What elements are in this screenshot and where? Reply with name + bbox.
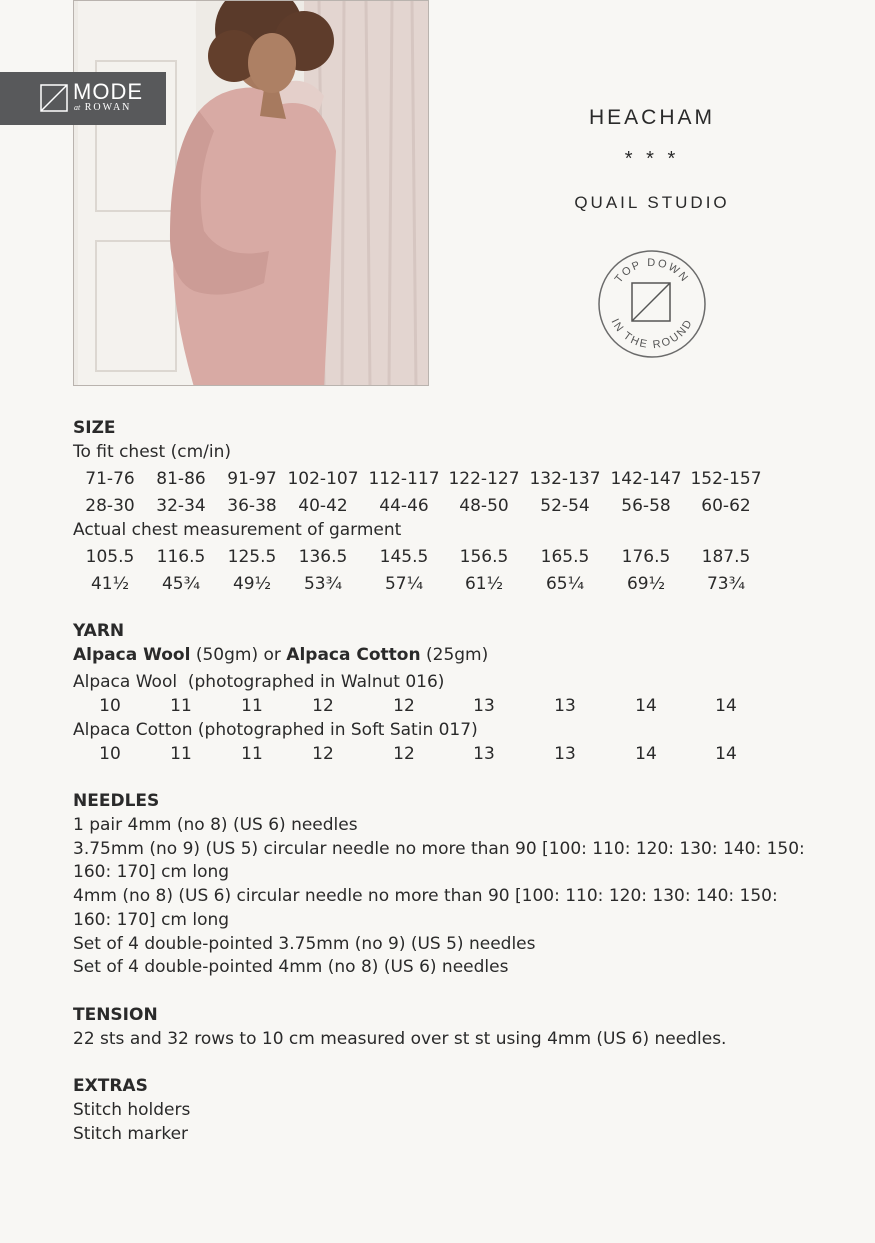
needles-heading: NEEDLES (73, 791, 160, 811)
extras-heading: EXTRAS (73, 1076, 148, 1096)
pattern-title: HEACHAM (588, 106, 715, 129)
table-cell: 52-54 (540, 496, 590, 516)
table-cell: 56-58 (621, 496, 671, 516)
table-cell: 122-127 (448, 469, 520, 489)
logo-mode-text: MODE (73, 79, 143, 104)
size-heading: SIZE (73, 418, 116, 438)
designer-name: QUAIL STUDIO (574, 193, 730, 212)
table-cell: 187.5 (701, 547, 751, 567)
actual-in-row (73, 572, 773, 596)
needles-line: Set of 4 double-pointed 4mm (no 8) (US 6) needles (73, 957, 509, 977)
table-cell: 12 (312, 744, 334, 764)
tension-text: 22 sts and 32 rows to 10 cm measured over st st using 4mm (US 6) needles. (73, 1029, 727, 1049)
table-cell: 57¼ (384, 574, 424, 594)
title-separator: * * * (624, 148, 680, 170)
table-cell: 71-76 (85, 469, 135, 489)
needles-line: Set of 4 double-pointed 3.75mm (no 9) (US 5) needles (73, 934, 536, 954)
logo-rowan-text: at ROWAN (74, 102, 132, 113)
tension-heading: TENSION (73, 1005, 158, 1025)
table-cell: 53¾ (303, 574, 343, 594)
actual-cm-row (73, 545, 773, 569)
table-cell: 13 (554, 696, 576, 716)
badge-top-text: TOP DOWN (612, 256, 692, 286)
table-cell: 102-107 (287, 469, 359, 489)
table-cell: 12 (312, 696, 334, 716)
needles-line: 4mm (no 8) (US 6) circular needle no more than 90 [100: 110: 120: 130: 140: 150: (73, 886, 778, 906)
extras-item: Stitch holders (73, 1100, 191, 1120)
table-cell: 44-46 (379, 496, 429, 516)
table-cell: 40-42 (298, 496, 348, 516)
table-cell: 13 (473, 696, 495, 716)
svg-text:IN THE ROUND (609, 317, 696, 352)
table-cell: 11 (241, 696, 263, 716)
table-cell: 125.5 (227, 547, 277, 567)
fit-in-row (73, 494, 773, 518)
table-cell: 28-30 (85, 496, 135, 516)
table-cell: 81-86 (156, 469, 206, 489)
wool-counts-row (73, 694, 773, 718)
needles-line: 160: 170] cm long (73, 862, 230, 882)
table-cell: 142-147 (610, 469, 682, 489)
table-cell: 136.5 (298, 547, 348, 567)
cotton-label: Alpaca Cotton (photographed in Soft Satin 017) (73, 720, 478, 740)
table-cell: 48-50 (459, 496, 509, 516)
cotton-counts-row (73, 742, 773, 766)
table-cell: 14 (635, 744, 657, 764)
needles-line: 3.75mm (no 9) (US 5) circular needle no more than 90 [100: 110: 120: 130: 140: 150: (73, 839, 805, 859)
yarn-choice: Alpaca Wool (50gm) or Alpaca Cotton (25gm) (73, 645, 489, 665)
table-cell: 14 (715, 744, 737, 764)
table-cell: 11 (170, 744, 192, 764)
table-cell: 41½ (90, 574, 130, 594)
fit-cm-row (73, 467, 773, 491)
wool-label: Alpaca Wool (photographed in Walnut 016) (73, 672, 445, 692)
table-cell: 11 (241, 744, 263, 764)
table-cell: 145.5 (379, 547, 429, 567)
needles-line: 160: 170] cm long (73, 910, 230, 930)
actual-chest-label: Actual chest measurement of garment (73, 520, 402, 540)
table-cell: 14 (715, 696, 737, 716)
svg-text:TOP DOWN (613, 257, 691, 285)
badge-bottom-text: IN THE ROUND (608, 316, 696, 352)
table-cell: 65¼ (545, 574, 585, 594)
badge-square-icon (632, 283, 670, 321)
table-cell: 13 (473, 744, 495, 764)
table-cell: 45¾ (161, 574, 201, 594)
top-down-in-the-round-badge (596, 248, 708, 360)
table-cell: 10 (99, 744, 121, 764)
table-cell: 165.5 (540, 547, 590, 567)
logo-square-icon (40, 84, 68, 112)
needles-line: 1 pair 4mm (no 8) (US 6) needles (73, 815, 358, 835)
table-cell: 112-117 (368, 469, 440, 489)
fit-chest-label: To fit chest (cm/in) (73, 442, 231, 462)
table-cell: 73¾ (706, 574, 746, 594)
table-cell: 152-157 (690, 469, 762, 489)
table-cell: 12 (393, 744, 415, 764)
table-cell: 11 (170, 696, 192, 716)
table-cell: 176.5 (621, 547, 671, 567)
table-cell: 32-34 (156, 496, 206, 516)
extras-item: Stitch marker (73, 1124, 189, 1144)
table-cell: 61½ (464, 574, 504, 594)
table-cell: 105.5 (85, 547, 135, 567)
table-cell: 132-137 (529, 469, 601, 489)
table-cell: 14 (635, 696, 657, 716)
table-cell: 60-62 (701, 496, 751, 516)
table-cell: 13 (554, 744, 576, 764)
yarn-heading: YARN (73, 621, 125, 641)
mode-at-rowan-logo (0, 72, 166, 125)
table-cell: 116.5 (156, 547, 206, 567)
table-cell: 36-38 (227, 496, 277, 516)
table-cell: 156.5 (459, 547, 509, 567)
table-cell: 12 (393, 696, 415, 716)
table-cell: 49½ (232, 574, 272, 594)
table-cell: 91-97 (227, 469, 277, 489)
table-cell: 69½ (626, 574, 666, 594)
model-photo (73, 0, 429, 386)
table-cell: 10 (99, 696, 121, 716)
